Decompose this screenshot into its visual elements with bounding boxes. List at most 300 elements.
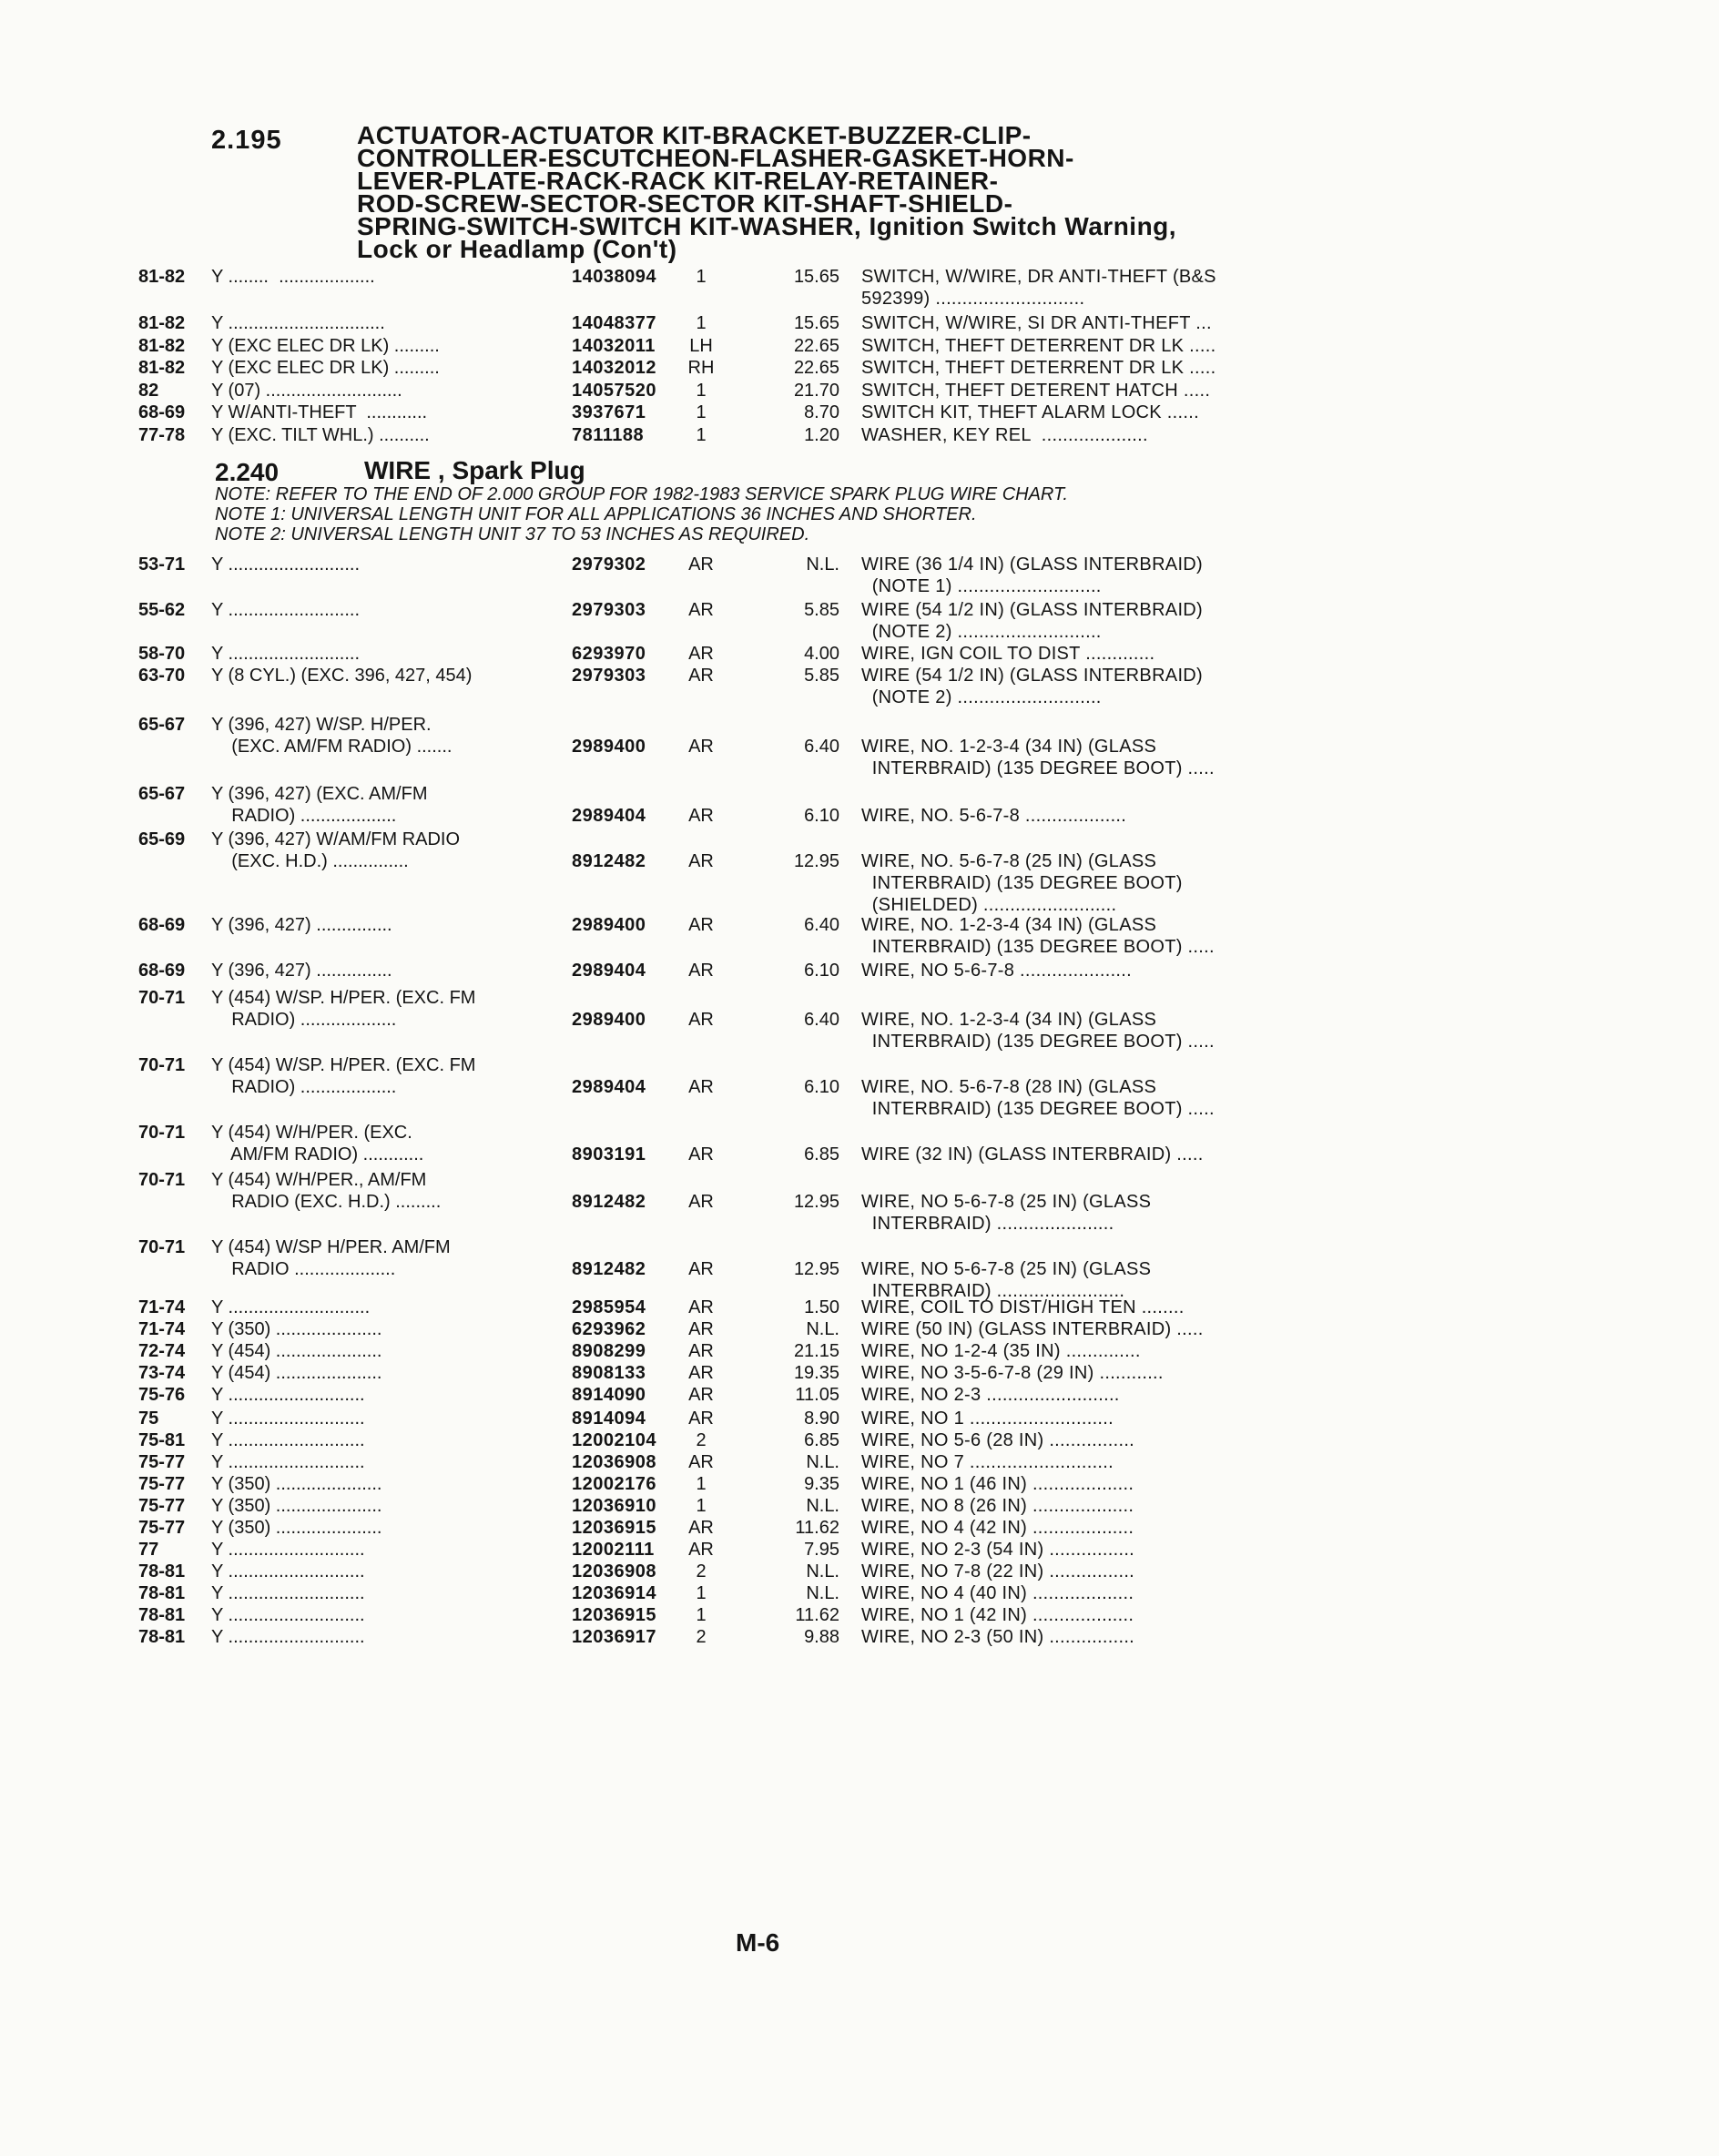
model-year: 70-71 bbox=[138, 988, 186, 1008]
quantity: 1 bbox=[696, 1496, 707, 1516]
model-year: 71-74 bbox=[138, 1319, 186, 1339]
quantity: AR bbox=[688, 1010, 714, 1030]
part-number: 8903191 bbox=[572, 1144, 646, 1164]
model-year: 70-71 bbox=[138, 1170, 186, 1190]
table-row bbox=[0, 1169, 1719, 1234]
model-year: 68-69 bbox=[138, 402, 186, 422]
description bbox=[861, 1517, 1134, 1539]
application bbox=[211, 380, 402, 402]
application-line: Y .......................... bbox=[211, 600, 361, 620]
table-row bbox=[0, 714, 1719, 778]
quantity: AR bbox=[688, 666, 714, 686]
part-number: 3937671 bbox=[572, 402, 646, 422]
quantity: AR bbox=[688, 1385, 714, 1405]
table-row bbox=[0, 1384, 1719, 1409]
model-year: 58-70 bbox=[138, 644, 186, 664]
price: N.L. bbox=[806, 1561, 839, 1581]
part-number: 2989400 bbox=[572, 737, 646, 757]
description-line: INTERBRAID) (135 DEGREE BOOT) bbox=[861, 873, 1183, 893]
application-line: Y ........................... bbox=[211, 1561, 365, 1581]
application-line: Y ........ ................... bbox=[211, 267, 375, 287]
application bbox=[211, 1473, 381, 1495]
price: 6.10 bbox=[804, 806, 839, 826]
application bbox=[211, 1297, 370, 1318]
table-row bbox=[0, 960, 1719, 985]
quantity: AR bbox=[688, 554, 714, 575]
description-line: INTERBRAID) (135 DEGREE BOOT) ..... bbox=[861, 937, 1215, 957]
table-row bbox=[0, 783, 1719, 826]
description bbox=[861, 1318, 1204, 1340]
application-line: Y (454) W/H/PER., AM/FM bbox=[211, 1170, 427, 1190]
application bbox=[211, 987, 475, 1031]
description-line: INTERBRAID) (135 DEGREE BOOT) ..... bbox=[861, 1099, 1215, 1119]
application bbox=[211, 1340, 381, 1362]
description-line: WIRE, NO. 1-2-3-4 (34 IN) (GLASS bbox=[861, 737, 1157, 757]
table-row bbox=[0, 987, 1719, 1052]
model-year: 63-70 bbox=[138, 666, 186, 686]
part-number: 12036910 bbox=[572, 1496, 656, 1516]
description bbox=[861, 1297, 1185, 1318]
application-line: Y (350) ..................... bbox=[211, 1319, 382, 1339]
quantity: 1 bbox=[696, 1583, 707, 1603]
application-line: Y (454) W/SP H/PER. AM/FM bbox=[211, 1237, 451, 1257]
description bbox=[861, 335, 1216, 357]
description-line: WIRE, NO 1 ........................... bbox=[861, 1409, 1114, 1429]
application bbox=[211, 1517, 381, 1539]
quantity: 1 bbox=[696, 402, 707, 422]
price: 22.65 bbox=[793, 358, 839, 378]
description-line: WIRE, NO. 5-6-7-8 ................... bbox=[861, 806, 1127, 826]
model-year: 71-74 bbox=[138, 1297, 186, 1317]
application bbox=[211, 1604, 365, 1626]
part-number: 8914094 bbox=[572, 1409, 646, 1429]
quantity: 1 bbox=[696, 425, 707, 445]
model-year: 75-77 bbox=[138, 1452, 186, 1472]
description-line: INTERBRAID) ........................ bbox=[861, 1281, 1125, 1301]
description bbox=[861, 1451, 1114, 1473]
price: 5.85 bbox=[804, 600, 839, 620]
part-number: 8912482 bbox=[572, 1192, 646, 1212]
description-line: INTERBRAID) ...................... bbox=[861, 1214, 1114, 1234]
description-line: 592399) ............................ bbox=[861, 289, 1085, 309]
application-line: Y ........................... bbox=[211, 1583, 365, 1603]
quantity: AR bbox=[688, 1077, 714, 1097]
quantity: AR bbox=[688, 961, 714, 981]
quantity: AR bbox=[688, 1518, 714, 1538]
application bbox=[211, 357, 440, 379]
model-year: 75-77 bbox=[138, 1496, 186, 1516]
application bbox=[211, 554, 360, 575]
description bbox=[861, 380, 1210, 402]
section-title-line: LEVER-PLATE-RACK-RACK KIT-RELAY-RETAINER- bbox=[357, 167, 999, 195]
quantity: 2 bbox=[696, 1627, 707, 1647]
description bbox=[861, 554, 1203, 597]
table-row bbox=[0, 312, 1719, 338]
model-year: 53-71 bbox=[138, 554, 186, 575]
model-year: 55-62 bbox=[138, 600, 186, 620]
table-row bbox=[0, 1236, 1719, 1301]
quantity: 1 bbox=[696, 313, 707, 333]
description-line: WIRE, NO 5-6-7-8 (25 IN) (GLASS bbox=[861, 1192, 1152, 1212]
model-year: 65-69 bbox=[138, 829, 186, 849]
price: N.L. bbox=[806, 1319, 839, 1339]
description bbox=[861, 1473, 1134, 1495]
description-line: WIRE (36 1/4 IN) (GLASS INTERBRAID) bbox=[861, 554, 1204, 575]
price: 8.70 bbox=[804, 402, 839, 422]
price: N.L. bbox=[806, 1496, 839, 1516]
description-line: WIRE, NO 1-2-4 (35 IN) .............. bbox=[861, 1341, 1141, 1361]
model-year: 75 bbox=[138, 1409, 159, 1429]
part-number: 12036908 bbox=[572, 1561, 656, 1581]
description-line: WIRE, NO 7-8 (22 IN) ................ bbox=[861, 1561, 1135, 1581]
description-line: SWITCH, W/WIRE, SI DR ANTI-THEFT ... bbox=[861, 313, 1212, 333]
price: 11.62 bbox=[795, 1605, 839, 1625]
description-line: WIRE, NO 8 (26 IN) ................... bbox=[861, 1496, 1134, 1516]
application-line: Y (454) ..................... bbox=[211, 1363, 382, 1383]
table-row bbox=[0, 829, 1719, 915]
model-year: 73-74 bbox=[138, 1363, 186, 1383]
part-number: 2989404 bbox=[572, 806, 646, 826]
description-line: WIRE, NO 5-6 (28 IN) ................ bbox=[861, 1430, 1135, 1450]
description-line: WIRE (32 IN) (GLASS INTERBRAID) ..... bbox=[861, 1144, 1204, 1164]
model-year: 70-71 bbox=[138, 1123, 186, 1143]
description bbox=[861, 1258, 1151, 1302]
price: 6.10 bbox=[804, 961, 839, 981]
model-year: 77-78 bbox=[138, 425, 186, 445]
description-line: WIRE, NO 4 (42 IN) ................... bbox=[861, 1518, 1134, 1538]
price: 21.15 bbox=[793, 1341, 839, 1361]
quantity: AR bbox=[688, 1144, 714, 1164]
application-line: Y ............................ bbox=[211, 1297, 371, 1317]
part-number: 7811188 bbox=[572, 425, 645, 445]
quantity: AR bbox=[688, 1409, 714, 1429]
description-line: WIRE, NO 1 (42 IN) ................... bbox=[861, 1605, 1134, 1625]
application-line: RADIO .................... bbox=[211, 1259, 396, 1279]
description bbox=[861, 402, 1199, 423]
price: 12.95 bbox=[793, 1259, 839, 1279]
application-line: Y ........................... bbox=[211, 1540, 365, 1560]
application bbox=[211, 1236, 451, 1280]
part-number: 12002104 bbox=[572, 1430, 656, 1450]
price: 15.65 bbox=[793, 313, 839, 333]
description-line: WIRE, NO 2-3 (50 IN) ................ bbox=[861, 1627, 1135, 1647]
application bbox=[211, 312, 385, 334]
table-row bbox=[0, 1626, 1719, 1652]
application bbox=[211, 829, 460, 872]
part-number: 2989404 bbox=[572, 961, 646, 981]
price: 6.85 bbox=[804, 1144, 839, 1164]
application bbox=[211, 1429, 365, 1451]
model-year: 75-77 bbox=[138, 1518, 186, 1538]
price: 1.20 bbox=[804, 425, 839, 445]
part-number: 8914090 bbox=[572, 1385, 646, 1405]
description-line: (NOTE 1) ........................... bbox=[861, 576, 1102, 596]
model-year: 78-81 bbox=[138, 1605, 186, 1625]
description-line: (SHIELDED) ......................... bbox=[861, 895, 1117, 915]
price: 15.65 bbox=[793, 267, 839, 287]
description bbox=[861, 1076, 1215, 1120]
part-number: 2979302 bbox=[572, 554, 646, 575]
part-number: 12036914 bbox=[572, 1583, 656, 1603]
table-row bbox=[0, 357, 1719, 382]
application-line: (EXC. AM/FM RADIO) ....... bbox=[211, 737, 453, 757]
price: 6.85 bbox=[804, 1430, 839, 1450]
price: 11.62 bbox=[795, 1518, 839, 1538]
price: 6.10 bbox=[804, 1077, 839, 1097]
application-line: Y ........................... bbox=[211, 1430, 365, 1450]
application-line: RADIO (EXC. H.D.) ......... bbox=[211, 1192, 442, 1212]
model-year: 68-69 bbox=[138, 915, 186, 935]
price: 6.40 bbox=[804, 1010, 839, 1030]
description bbox=[861, 312, 1212, 334]
quantity: 1 bbox=[696, 1605, 707, 1625]
model-year: 78-81 bbox=[138, 1561, 186, 1581]
price: 5.85 bbox=[804, 666, 839, 686]
price: N.L. bbox=[806, 1583, 839, 1603]
application-line: Y (350) ..................... bbox=[211, 1518, 382, 1538]
part-number: 12036908 bbox=[572, 1452, 656, 1472]
table-row bbox=[0, 914, 1719, 957]
part-number: 14032012 bbox=[572, 358, 656, 378]
description bbox=[861, 599, 1203, 643]
description-line: WIRE, IGN COIL TO DIST ............. bbox=[861, 644, 1155, 664]
application-line: Y (EXC. TILT WHL.) .......... bbox=[211, 425, 430, 445]
quantity: 2 bbox=[696, 1430, 707, 1450]
price: 12.95 bbox=[793, 851, 839, 871]
quantity: AR bbox=[688, 1192, 714, 1212]
description-line: INTERBRAID) (135 DEGREE BOOT) ..... bbox=[861, 758, 1215, 778]
price: N.L. bbox=[806, 554, 839, 575]
application-line: Y ............................... bbox=[211, 313, 385, 333]
table-row bbox=[0, 424, 1719, 450]
quantity: AR bbox=[688, 1341, 714, 1361]
quantity: 2 bbox=[696, 1561, 707, 1581]
part-number: 8912482 bbox=[572, 851, 646, 871]
part-number: 2979303 bbox=[572, 600, 646, 620]
application-line: Y .......................... bbox=[211, 644, 361, 664]
application-line: Y (396, 427) (EXC. AM/FM bbox=[211, 784, 428, 804]
section-note: NOTE 2: UNIVERSAL LENGTH UNIT 37 TO 53 INCHES AS REQUIRED. bbox=[215, 524, 810, 544]
description-line: WIRE, NO 5-6-7-8 ..................... bbox=[861, 961, 1133, 981]
part-number: 2985954 bbox=[572, 1297, 646, 1317]
description bbox=[861, 266, 1216, 310]
price: 11.05 bbox=[795, 1385, 839, 1405]
description-line: WIRE, NO. 5-6-7-8 (28 IN) (GLASS bbox=[861, 1077, 1157, 1097]
price: 7.95 bbox=[804, 1540, 839, 1560]
description bbox=[861, 1191, 1151, 1235]
section-note: NOTE 1: UNIVERSAL LENGTH UNIT FOR ALL APPLICATIONS 36 INCHES AND SHORTER. bbox=[215, 504, 977, 524]
model-year: 81-82 bbox=[138, 313, 186, 333]
model-year: 75-81 bbox=[138, 1430, 186, 1450]
section-number: 2.195 bbox=[211, 126, 282, 155]
price: N.L. bbox=[806, 1452, 839, 1472]
description bbox=[861, 1582, 1134, 1604]
description-line: WIRE (54 1/2 IN) (GLASS INTERBRAID) bbox=[861, 600, 1204, 620]
description-line: WIRE, NO. 1-2-3-4 (34 IN) (GLASS bbox=[861, 915, 1157, 935]
section-title-line: SPRING-SWITCH-SWITCH KIT-WASHER, Ignition Switch Warning, bbox=[357, 212, 1177, 240]
price: 4.00 bbox=[804, 644, 839, 664]
description-line: WIRE, NO 3-5-6-7-8 (29 IN) ............ bbox=[861, 1363, 1164, 1383]
part-number: 2979303 bbox=[572, 666, 646, 686]
description-line: SWITCH, THEFT DETERRENT DR LK ..... bbox=[861, 336, 1216, 356]
part-number: 14038094 bbox=[572, 267, 656, 287]
part-number: 2989404 bbox=[572, 1077, 646, 1097]
description-line: WIRE, NO. 5-6-7-8 (25 IN) (GLASS bbox=[861, 851, 1157, 871]
application-line: Y .......................... bbox=[211, 554, 361, 575]
description bbox=[861, 1009, 1215, 1053]
part-number: 12036917 bbox=[572, 1627, 656, 1647]
model-year: 72-74 bbox=[138, 1341, 186, 1361]
application bbox=[211, 1561, 365, 1582]
price: 22.65 bbox=[793, 336, 839, 356]
application bbox=[211, 402, 427, 423]
description bbox=[861, 1408, 1114, 1429]
wire-section-title: WIRE , Spark Plug bbox=[364, 456, 585, 484]
section-title-line: CONTROLLER-ESCUTCHEON-FLASHER-GASKET-HORN- bbox=[357, 144, 1074, 172]
description-line: WASHER, KEY REL .................... bbox=[861, 425, 1148, 445]
application bbox=[211, 1626, 365, 1648]
section-title bbox=[357, 121, 1304, 263]
quantity: 1 bbox=[696, 267, 707, 287]
application-line: Y (350) ..................... bbox=[211, 1474, 382, 1494]
application-line: Y ........................... bbox=[211, 1627, 365, 1647]
model-year: 68-69 bbox=[138, 961, 186, 981]
application bbox=[211, 1054, 475, 1098]
description bbox=[861, 1429, 1134, 1451]
price: 9.88 bbox=[804, 1627, 839, 1647]
application bbox=[211, 665, 472, 686]
description-line: (NOTE 2) ........................... bbox=[861, 622, 1102, 642]
section-title-line: ACTUATOR-ACTUATOR KIT-BRACKET-BUZZER-CLIP- bbox=[357, 121, 1032, 149]
quantity: 1 bbox=[696, 1474, 707, 1494]
description bbox=[861, 1362, 1164, 1384]
model-year: 75-76 bbox=[138, 1385, 186, 1405]
application-line: Y W/ANTI-THEFT ............ bbox=[211, 402, 428, 422]
application-line: Y (396, 427) ............... bbox=[211, 961, 392, 981]
quantity: AR bbox=[688, 851, 714, 871]
table-row bbox=[0, 266, 1719, 309]
description bbox=[861, 914, 1215, 958]
table-row bbox=[0, 402, 1719, 427]
description-line: WIRE (54 1/2 IN) (GLASS INTERBRAID) bbox=[861, 666, 1204, 686]
part-number: 14032011 bbox=[572, 336, 656, 356]
application bbox=[211, 1495, 381, 1517]
model-year: 75-77 bbox=[138, 1474, 186, 1494]
application bbox=[211, 1169, 441, 1213]
table-row bbox=[0, 554, 1719, 596]
model-year: 82 bbox=[138, 381, 159, 401]
quantity: LH bbox=[689, 336, 713, 356]
description-line: SWITCH, THEFT DETERRENT DR LK ..... bbox=[861, 358, 1216, 378]
application bbox=[211, 714, 452, 758]
part-number: 6293970 bbox=[572, 644, 646, 664]
section-note: NOTE: REFER TO THE END OF 2.000 GROUP FOR 1982-1983 SERVICE SPARK PLUG WIRE CHART. bbox=[215, 484, 1068, 504]
section-title-line: Lock or Headlamp (Con't) bbox=[357, 235, 677, 263]
application bbox=[211, 1408, 365, 1429]
application-line: Y (396, 427) W/AM/FM RADIO bbox=[211, 829, 461, 849]
application bbox=[211, 424, 430, 446]
part-number: 14048377 bbox=[572, 313, 656, 333]
price: 6.40 bbox=[804, 915, 839, 935]
description bbox=[861, 1495, 1134, 1517]
description-line: SWITCH KIT, THEFT ALARM LOCK ...... bbox=[861, 402, 1199, 422]
application bbox=[211, 1362, 381, 1384]
table-row bbox=[0, 599, 1719, 642]
application-line: Y (454) W/SP. H/PER. (EXC. FM bbox=[211, 988, 476, 1008]
description-line: SWITCH, THEFT DETERENT HATCH ..... bbox=[861, 381, 1211, 401]
application bbox=[211, 335, 440, 357]
model-year: 81-82 bbox=[138, 358, 186, 378]
quantity: AR bbox=[688, 1363, 714, 1383]
application bbox=[211, 643, 360, 665]
description-line: WIRE, NO 7 ........................... bbox=[861, 1452, 1114, 1472]
application-line: Y (396, 427) ............... bbox=[211, 915, 392, 935]
table-row bbox=[0, 1054, 1719, 1119]
quantity: AR bbox=[688, 1319, 714, 1339]
application-line: Y (EXC ELEC DR LK) ......... bbox=[211, 336, 440, 356]
description-line: WIRE, NO. 1-2-3-4 (34 IN) (GLASS bbox=[861, 1010, 1157, 1030]
description-line: INTERBRAID) (135 DEGREE BOOT) ..... bbox=[861, 1032, 1215, 1052]
price: 9.35 bbox=[804, 1474, 839, 1494]
model-year: 65-67 bbox=[138, 784, 186, 804]
application bbox=[211, 1582, 365, 1604]
application bbox=[211, 1539, 365, 1561]
description bbox=[861, 1144, 1204, 1165]
wire-section-notes bbox=[215, 484, 1307, 544]
application-line: (EXC. H.D.) ............... bbox=[211, 851, 409, 871]
description-line: WIRE, NO 4 (40 IN) ................... bbox=[861, 1583, 1134, 1603]
table-row bbox=[0, 665, 1719, 707]
description bbox=[861, 665, 1203, 708]
application bbox=[211, 1318, 381, 1340]
application bbox=[211, 1384, 365, 1406]
application bbox=[211, 599, 360, 621]
application-line: Y (350) ..................... bbox=[211, 1496, 382, 1516]
quantity: RH bbox=[687, 358, 715, 378]
description-line: (NOTE 2) ........................... bbox=[861, 687, 1102, 707]
quantity: AR bbox=[688, 1540, 714, 1560]
description bbox=[861, 1604, 1134, 1626]
application bbox=[211, 914, 392, 936]
model-year: 65-67 bbox=[138, 715, 186, 735]
table-row bbox=[0, 1122, 1719, 1164]
page-number: M-6 bbox=[736, 1928, 780, 1957]
application-line: Y (454) ..................... bbox=[211, 1341, 382, 1361]
quantity: AR bbox=[688, 600, 714, 620]
application bbox=[211, 783, 428, 827]
price: 12.95 bbox=[793, 1192, 839, 1212]
quantity: AR bbox=[688, 806, 714, 826]
wire-section-number: 2.240 bbox=[215, 458, 280, 486]
application-line: Y (454) W/SP. H/PER. (EXC. FM bbox=[211, 1055, 476, 1075]
price: 19.35 bbox=[793, 1363, 839, 1383]
application bbox=[211, 266, 375, 288]
part-number: 2989400 bbox=[572, 1010, 646, 1030]
quantity: AR bbox=[688, 915, 714, 935]
description bbox=[861, 850, 1183, 916]
description bbox=[861, 1539, 1134, 1561]
application-line: Y ........................... bbox=[211, 1452, 365, 1472]
description bbox=[861, 1384, 1120, 1406]
application-line: RADIO) ................... bbox=[211, 1010, 397, 1030]
application-line: Y (07) ........................... bbox=[211, 381, 402, 401]
description-line: WIRE (50 IN) (GLASS INTERBRAID) ..... bbox=[861, 1319, 1204, 1339]
price: 8.90 bbox=[804, 1409, 839, 1429]
quantity: AR bbox=[688, 737, 714, 757]
application-line: AM/FM RADIO) ............ bbox=[211, 1144, 424, 1164]
description-line: SWITCH, W/WIRE, DR ANTI-THEFT (B&S bbox=[861, 267, 1216, 287]
quantity: 1 bbox=[696, 381, 707, 401]
